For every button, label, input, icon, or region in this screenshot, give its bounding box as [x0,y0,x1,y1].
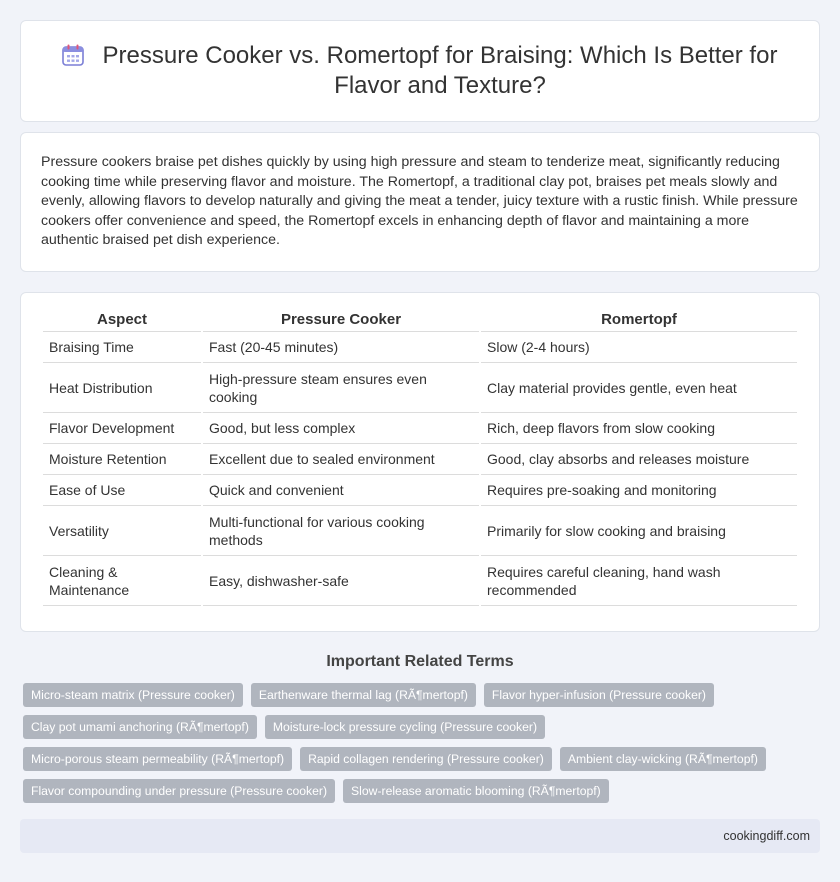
aspect-cell: Moisture Retention [43,444,201,475]
table-row [43,332,797,363]
pressure-cooker-cell: Fast (20-45 minutes) [203,332,479,363]
pressure-cooker-cell: High-pressure steam ensures even cooking [203,363,479,413]
title-card [20,20,820,122]
romertopf-cell: Clay material provides gentle, even heat [481,363,797,413]
table-header-row [43,309,797,332]
related-terms-list [20,683,820,803]
related-term-tag[interactable]: Clay pot umami anchoring (RÃ¶mertopf) [23,715,257,739]
table-row [43,363,797,413]
pressure-cooker-cell: Good, but less complex [203,413,479,444]
header-romertopf: Romertopf [481,309,797,332]
table-row [43,413,797,444]
related-term-tag[interactable]: Rapid collagen rendering (Pressure cooker) [300,747,552,771]
romertopf-cell: Primarily for slow cooking and braising [481,506,797,556]
footer [20,819,820,853]
related-term-tag[interactable]: Micro-steam matrix (Pressure cooker) [23,683,243,707]
calendar-icon [60,42,86,68]
related-term-tag[interactable]: Micro-porous steam permeability (RÃ¶mertopf) [23,747,292,771]
table-row [43,475,797,506]
aspect-cell: Heat Distribution [43,363,201,413]
romertopf-cell: Requires careful cleaning, hand wash recommended [481,556,797,606]
aspect-cell: Braising Time [43,332,201,363]
table-row [43,444,797,475]
aspect-cell: Ease of Use [43,475,201,506]
related-term-tag[interactable]: Flavor compounding under pressure (Pressure cooker) [23,779,335,803]
aspect-cell: Cleaning & Maintenance [43,556,201,606]
table-row [43,556,797,606]
related-term-tag[interactable]: Flavor hyper-infusion (Pressure cooker) [484,683,714,707]
related-term-tag[interactable]: Ambient clay-wicking (RÃ¶mertopf) [560,747,766,771]
related-term-tag[interactable]: Moisture-lock pressure cycling (Pressure cooker) [265,715,545,739]
intro-card [20,132,820,272]
aspect-cell: Flavor Development [43,413,201,444]
footer-site-link[interactable]: cookingdiff.com [723,829,810,843]
pressure-cooker-cell: Quick and convenient [203,475,479,506]
romertopf-cell: Good, clay absorbs and releases moisture [481,444,797,475]
pressure-cooker-cell: Excellent due to sealed environment [203,444,479,475]
page-title: Pressure Cooker vs. Romertopf for Braising: Which Is Better for Flavor and Texture? [102,42,778,99]
header-pressure-cooker: Pressure Cooker [203,309,479,332]
romertopf-cell: Requires pre-soaking and monitoring [481,475,797,506]
romertopf-cell: Rich, deep flavors from slow cooking [481,413,797,444]
intro-paragraph: Pressure cookers braise pet dishes quickly by using high pressure and steam to tenderize meat, significantly reducing cooking time while preserving flavor and moisture. The Romertopf, a traditional clay pot, braises pet meals slowly and evenly, allowing flavors to develop naturally and giving the meat a tender, juicy texture with a rustic finish. While pressure cookers offer convenience and speed, the Romertopf excels in enhancing depth of flavor and maintaining a more authentic braised pet dish experience. [41,154,798,249]
pressure-cooker-cell: Easy, dishwasher-safe [203,556,479,606]
romertopf-cell: Slow (2-4 hours) [481,332,797,363]
title-wrap [60,41,780,101]
related-term-tag[interactable]: Earthenware thermal lag (RÃ¶mertopf) [251,683,476,707]
comparison-table [41,309,799,606]
related-term-tag[interactable]: Slow-release aromatic blooming (RÃ¶mertopf) [343,779,609,803]
table-row [43,506,797,556]
header-aspect: Aspect [43,309,201,332]
related-terms-title: Important Related Terms [326,653,514,670]
pressure-cooker-cell: Multi-functional for various cooking methods [203,506,479,556]
aspect-cell: Versatility [43,506,201,556]
comparison-card [20,292,820,632]
